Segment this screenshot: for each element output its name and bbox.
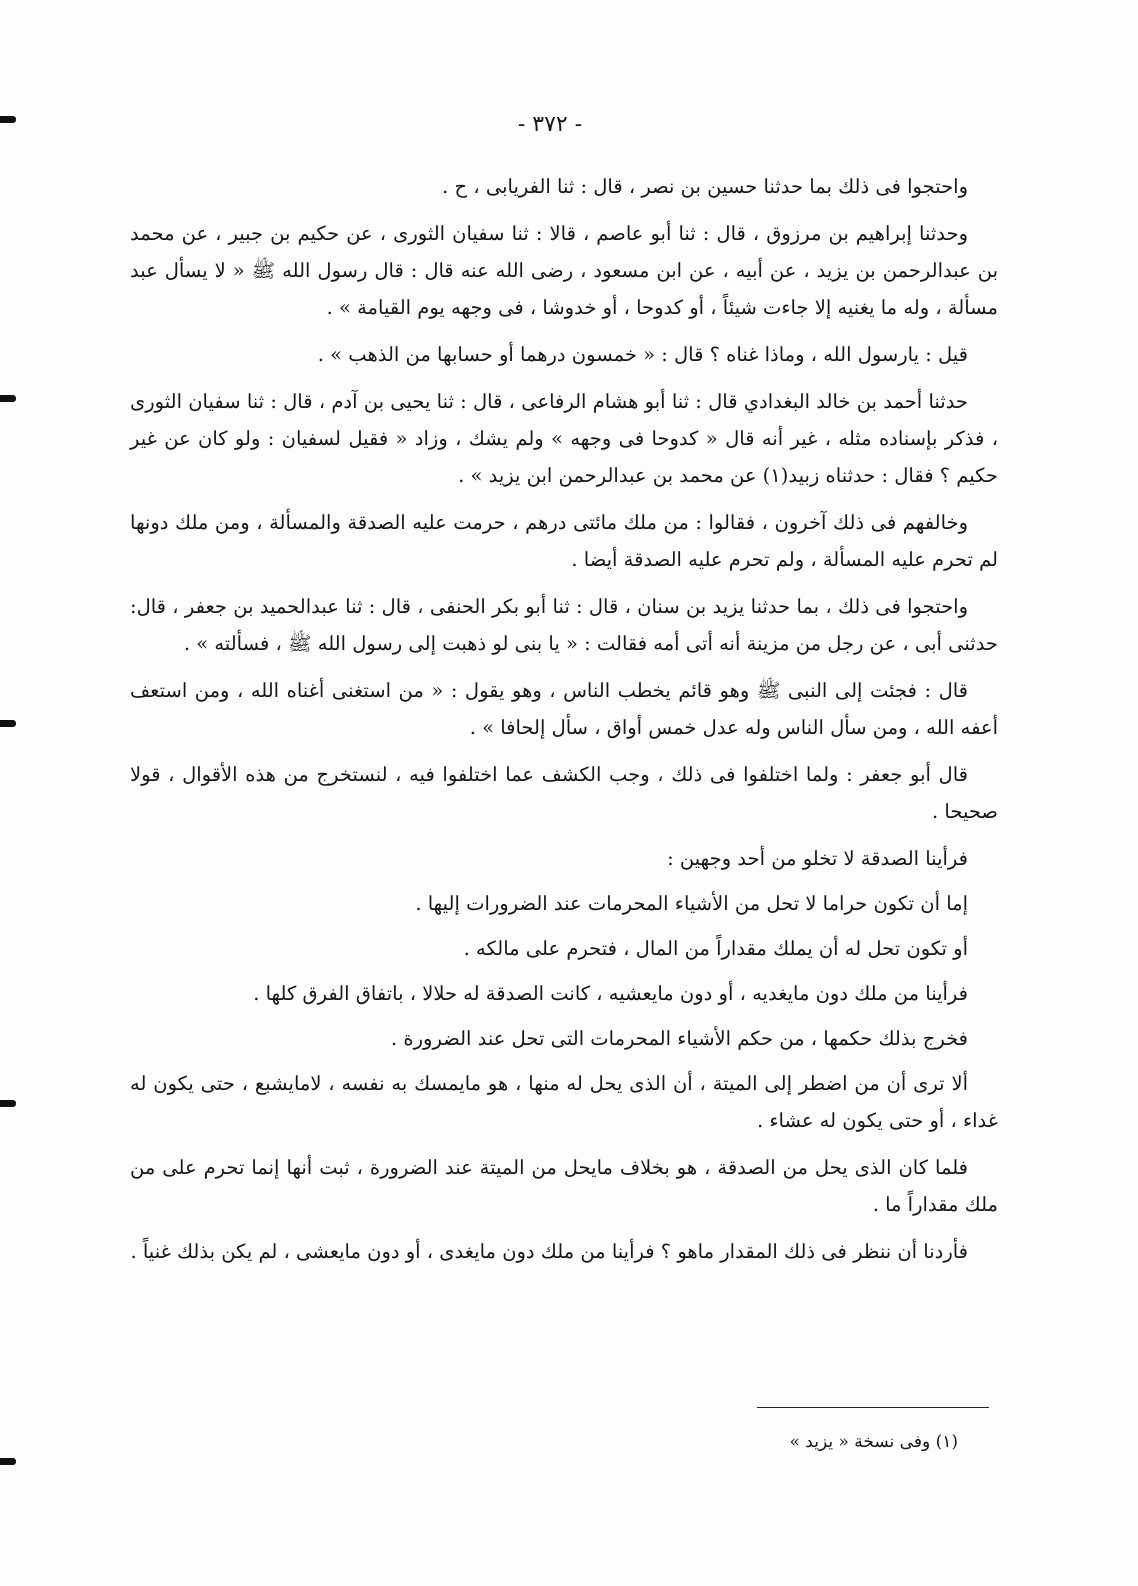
paragraph: وخالفهم فى ذلك آخرون ، فقالوا : من ملك مائتى درهم ، حرمت عليه الصدقة والمسألة ، ومن ملك دونها لم تحرم عليه المسألة ، ولم تحرم عليه الصدقة أيضا . <box>130 511 998 571</box>
paragraph: حدثنا أحمد بن خالد البغدادي قال : ثنا أبو هشام الرفاعى ، قال : ثنا يحيى بن آدم ، قال : ثنا سفيان الثورى ، فذكر بإسناده مثله ، غير أنه قال « كدوحا فى وجهه » ولم يشك ، وزاد « فقيل لسفيان : ولو كان عن غير حكيم ؟ فقال : حدثناه زبيد(١) عن محمد بن عبدالرحمن ابن يزيد » . <box>130 390 998 487</box>
paragraph: ألا ترى أن من اضطر إلى الميتة ، أن الذى يحل له منها ، هو مايمسك به نفسه ، لامايشبع ، حتى يكون له غداء ، أو حتى يكون له عشاء . <box>130 1072 998 1132</box>
paragraph: إما أن تكون حراما لا تحل من الأشياء المحرمات عند الضرورات إليها . <box>415 892 968 915</box>
paragraph: فلما كان الذى يحل من الصدقة ، هو بخلاف مايحل من الميتة عند الضرورة ، ثبت أنها إنما تحرم على من ملك مقداراً ما . <box>130 1156 998 1216</box>
paragraph: قال : فجئت إلى النبى ﷺ وهو قائم يخطب الناس ، وهو يقول : « من استغنى أغناه الله ، ومن استعف أعفه الله ، ومن سأل الناس وله عدل خمس أواق ، سأل إلحافا » . <box>130 679 998 739</box>
footnote-separator <box>757 1407 989 1408</box>
paragraph: فرأينا الصدقة لا تخلو من أحد وجهين : <box>667 847 968 870</box>
paragraph: فخرج بذلك حكمها ، من حكم الأشياء المحرمات التى تحل عند الضرورة . <box>391 1027 968 1050</box>
scan-edge-mark <box>0 1100 16 1107</box>
paragraph: واحتجوا فى ذلك ، بما حدثنا يزيد بن سنان ، قال : ثنا أبو بكر الحنفى ، قال : ثنا عبدالحميد بن جعفر ، قال: حدثنى أبى ، عن رجل من مزينة أنه أتى أمه فقالت : « يا بنى لو ذهبت إلى رسول الله ﷺ ، فسألته » . <box>130 595 998 655</box>
paragraph: فأردنا أن ننظر فى ذلك المقدار ماهو ؟ فرأينا من ملك دون مايغدى ، أو دون مايعشى ، لم يكن بذلك غنياً . <box>130 1240 968 1263</box>
page-body <box>130 168 998 1280</box>
footnote: (١) وفى نسخة « يزيد » <box>789 1432 958 1452</box>
scan-edge-mark <box>0 1458 16 1465</box>
scan-edge-mark <box>0 395 16 402</box>
page-number: - ٣٧٢ - <box>517 112 583 137</box>
paragraph: واحتجوا فى ذلك بما حدثنا حسين بن نصر ، قال : ثنا الفريابى ، ح . <box>442 175 968 198</box>
paragraph: أو تكون تحل له أن يملك مقداراً من المال ، فتحرم على مالكه . <box>463 937 968 960</box>
paragraph: قال أبو جعفر : ولما اختلفوا فى ذلك ، وجب الكشف عما اختلفوا فيه ، لنستخرج من هذه الأقوال ، قولا صحيحا . <box>130 763 998 823</box>
paragraph: قيل : يارسول الله ، وماذا غناه ؟ قال : « خمسون درهما أو حسابها من الذهب » . <box>317 343 968 366</box>
paragraph: فرأينا من ملك دون مايغديه ، أو دون مايعشيه ، كانت الصدقة له حلالا ، باتفاق الفرق كلها . <box>253 982 968 1005</box>
paragraph: وحدثنا إبراهيم بن مرزوق ، قال : ثنا أبو عاصم ، قالا : ثنا سفيان الثورى ، عن حكيم بن جبير ، عن محمد بن عبدالرحمن بن يزيد ، عن أبيه ، عن ابن مسعود ، رضى الله عنه قال : قال رسول الله ﷺ « لا يسأل عبد مسألة ، وله ما يغنيه إلا جاءت شيئاً ، أو كدوحا ، أو خدوشا ، فى وجهه يوم القيامة » . <box>130 222 998 319</box>
scan-edge-mark <box>0 720 16 727</box>
